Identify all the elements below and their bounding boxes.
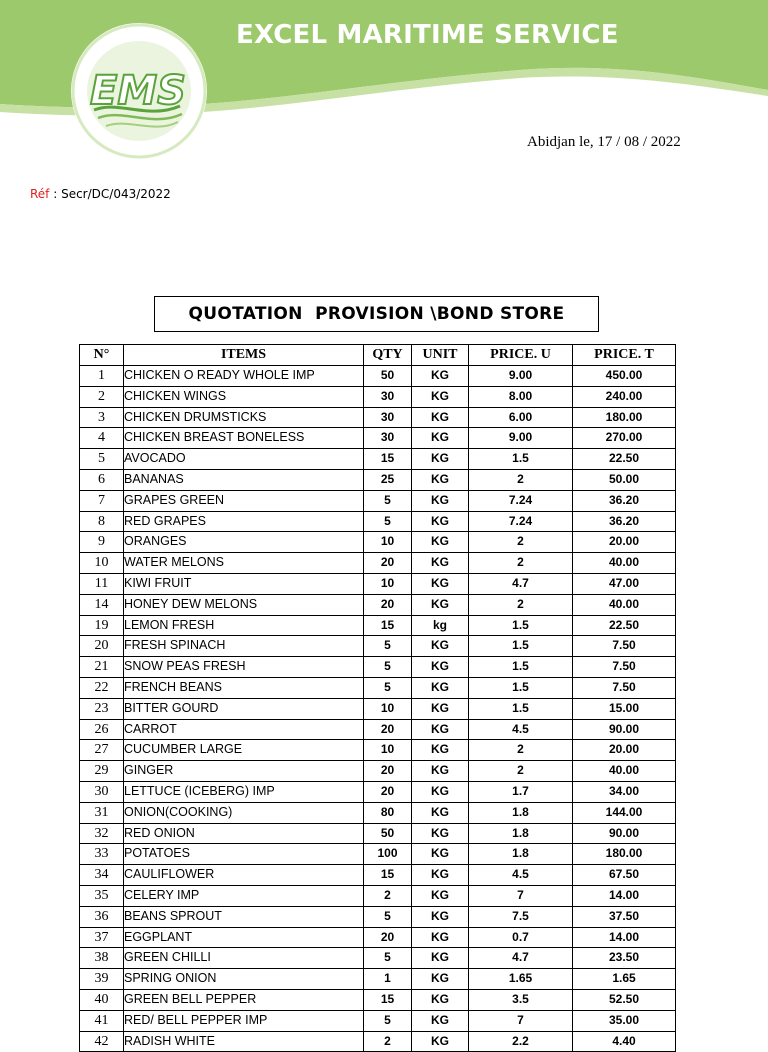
cell-number: 41: [80, 1010, 124, 1031]
quotation-table: [79, 344, 676, 1052]
cell-qty: 10: [364, 698, 412, 719]
cell-qty: 15: [364, 865, 412, 886]
table-row: [80, 677, 676, 698]
cell-unit-price: 4.5: [469, 719, 573, 740]
cell-number: 5: [80, 449, 124, 470]
cell-unit: KG: [412, 802, 469, 823]
table-row: [80, 469, 676, 490]
table-row: [80, 449, 676, 470]
cell-unit: KG: [412, 719, 469, 740]
cell-item: CHICKEN WINGS: [124, 386, 364, 407]
cell-unit-price: 1.5: [469, 677, 573, 698]
table-row: [80, 386, 676, 407]
table-row: [80, 490, 676, 511]
cell-total-price: 20.00: [573, 532, 676, 553]
table-row: [80, 885, 676, 906]
cell-total-price: 90.00: [573, 719, 676, 740]
cell-unit-price: 1.5: [469, 449, 573, 470]
document-title: QUOTATION PROVISION \BOND STORE: [188, 304, 565, 324]
cell-unit: KG: [412, 698, 469, 719]
cell-qty: 2: [364, 885, 412, 906]
cell-item: CELERY IMP: [124, 885, 364, 906]
cell-item: CHICKEN BREAST BONELESS: [124, 428, 364, 449]
cell-item: LEMON FRESH: [124, 615, 364, 636]
cell-number: 30: [80, 781, 124, 802]
cell-unit: KG: [412, 657, 469, 678]
table-row: [80, 615, 676, 636]
table-row: [80, 823, 676, 844]
cell-qty: 5: [364, 490, 412, 511]
cell-unit: KG: [412, 761, 469, 782]
reference-line: [30, 187, 171, 201]
cell-item: EGGPLANT: [124, 927, 364, 948]
cell-total-price: 7.50: [573, 636, 676, 657]
cell-number: 1: [80, 366, 124, 387]
cell-number: 2: [80, 386, 124, 407]
cell-qty: 30: [364, 428, 412, 449]
cell-unit-price: 2: [469, 532, 573, 553]
cell-number: 26: [80, 719, 124, 740]
cell-number: 21: [80, 657, 124, 678]
cell-unit: KG: [412, 594, 469, 615]
cell-unit-price: 1.8: [469, 823, 573, 844]
cell-qty: 5: [364, 677, 412, 698]
cell-unit: KG: [412, 553, 469, 574]
cell-unit: KG: [412, 511, 469, 532]
cell-unit: KG: [412, 969, 469, 990]
cell-unit: KG: [412, 366, 469, 387]
cell-unit-price: 4.7: [469, 948, 573, 969]
cell-item: BANANAS: [124, 469, 364, 490]
table-row: [80, 366, 676, 387]
cell-number: 20: [80, 636, 124, 657]
table-row: [80, 636, 676, 657]
cell-unit-price: 1.5: [469, 636, 573, 657]
cell-number: 33: [80, 844, 124, 865]
cell-unit: KG: [412, 490, 469, 511]
cell-item: CHICKEN O READY WHOLE IMP: [124, 366, 364, 387]
cell-unit: KG: [412, 906, 469, 927]
cell-item: RED/ BELL PEPPER IMP: [124, 1010, 364, 1031]
cell-number: 40: [80, 989, 124, 1010]
cell-total-price: 22.50: [573, 449, 676, 470]
table-row: [80, 511, 676, 532]
cell-item: RED GRAPES: [124, 511, 364, 532]
date-line: Abidjan le, 17 / 08 / 2022: [527, 134, 681, 150]
table-row: [80, 698, 676, 719]
cell-item: POTATOES: [124, 844, 364, 865]
table-row: [80, 657, 676, 678]
cell-total-price: 34.00: [573, 781, 676, 802]
cell-item: WATER MELONS: [124, 553, 364, 574]
cell-qty: 20: [364, 927, 412, 948]
cell-number: 37: [80, 927, 124, 948]
cell-unit: KG: [412, 469, 469, 490]
table-row: [80, 532, 676, 553]
cell-total-price: 50.00: [573, 469, 676, 490]
cell-number: 27: [80, 740, 124, 761]
cell-total-price: 4.40: [573, 1031, 676, 1052]
cell-total-price: 40.00: [573, 594, 676, 615]
table-row: [80, 948, 676, 969]
table-row: [80, 906, 676, 927]
column-header-items: ITEMS: [124, 345, 364, 366]
cell-unit: KG: [412, 532, 469, 553]
cell-item: RADISH WHITE: [124, 1031, 364, 1052]
cell-qty: 5: [364, 657, 412, 678]
cell-unit-price: 1.8: [469, 802, 573, 823]
cell-qty: 10: [364, 740, 412, 761]
cell-item: SNOW PEAS FRESH: [124, 657, 364, 678]
cell-number: 32: [80, 823, 124, 844]
company-logo: [68, 22, 210, 160]
cell-total-price: 40.00: [573, 761, 676, 782]
cell-unit-price: 1.5: [469, 615, 573, 636]
column-header-number: N°: [80, 345, 124, 366]
cell-unit: KG: [412, 740, 469, 761]
cell-unit-price: 1.5: [469, 657, 573, 678]
cell-unit-price: 0.7: [469, 927, 573, 948]
cell-number: 39: [80, 969, 124, 990]
cell-total-price: 90.00: [573, 823, 676, 844]
cell-unit: KG: [412, 677, 469, 698]
cell-total-price: 7.50: [573, 657, 676, 678]
table-row: [80, 865, 676, 886]
cell-number: 8: [80, 511, 124, 532]
table-row: [80, 969, 676, 990]
cell-total-price: 14.00: [573, 927, 676, 948]
cell-unit-price: 7.24: [469, 490, 573, 511]
cell-item: FRENCH BEANS: [124, 677, 364, 698]
table-row: [80, 1010, 676, 1031]
cell-qty: 20: [364, 761, 412, 782]
table-row: [80, 553, 676, 574]
table-row: [80, 573, 676, 594]
cell-total-price: 35.00: [573, 1010, 676, 1031]
cell-total-price: 450.00: [573, 366, 676, 387]
cell-number: 3: [80, 407, 124, 428]
cell-number: 23: [80, 698, 124, 719]
cell-qty: 5: [364, 1010, 412, 1031]
cell-unit-price: 9.00: [469, 366, 573, 387]
cell-item: CHICKEN DRUMSTICKS: [124, 407, 364, 428]
cell-item: BITTER GOURD: [124, 698, 364, 719]
cell-item: GRAPES GREEN: [124, 490, 364, 511]
cell-qty: 15: [364, 989, 412, 1010]
cell-number: 29: [80, 761, 124, 782]
cell-qty: 20: [364, 719, 412, 740]
cell-total-price: 180.00: [573, 844, 676, 865]
cell-qty: 50: [364, 366, 412, 387]
cell-qty: 20: [364, 594, 412, 615]
cell-unit: KG: [412, 844, 469, 865]
cell-total-price: 22.50: [573, 615, 676, 636]
cell-total-price: 14.00: [573, 885, 676, 906]
cell-total-price: 15.00: [573, 698, 676, 719]
cell-unit-price: 1.7: [469, 781, 573, 802]
cell-item: HONEY DEW MELONS: [124, 594, 364, 615]
cell-item: FRESH SPINACH: [124, 636, 364, 657]
cell-number: 35: [80, 885, 124, 906]
cell-item: KIWI FRUIT: [124, 573, 364, 594]
cell-total-price: 67.50: [573, 865, 676, 886]
cell-unit-price: 2.2: [469, 1031, 573, 1052]
column-header-total-price: PRICE. T: [573, 345, 676, 366]
cell-item: SPRING ONION: [124, 969, 364, 990]
table-row: [80, 781, 676, 802]
cell-unit: KG: [412, 948, 469, 969]
table-row: [80, 761, 676, 782]
cell-qty: 10: [364, 573, 412, 594]
cell-unit-price: 4.7: [469, 573, 573, 594]
cell-unit: KG: [412, 823, 469, 844]
cell-number: 42: [80, 1031, 124, 1052]
cell-unit: KG: [412, 386, 469, 407]
cell-item: AVOCADO: [124, 449, 364, 470]
cell-item: GINGER: [124, 761, 364, 782]
cell-number: 31: [80, 802, 124, 823]
cell-number: 4: [80, 428, 124, 449]
cell-qty: 15: [364, 615, 412, 636]
cell-qty: 10: [364, 532, 412, 553]
cell-qty: 1: [364, 969, 412, 990]
cell-number: 7: [80, 490, 124, 511]
cell-qty: 5: [364, 906, 412, 927]
cell-unit-price: 1.5: [469, 698, 573, 719]
cell-unit-price: 7: [469, 885, 573, 906]
cell-item: ORANGES: [124, 532, 364, 553]
cell-unit-price: 2: [469, 469, 573, 490]
cell-item: BEANS SPROUT: [124, 906, 364, 927]
cell-total-price: 1.65: [573, 969, 676, 990]
cell-qty: 20: [364, 553, 412, 574]
cell-unit: KG: [412, 407, 469, 428]
table-row: [80, 927, 676, 948]
cell-number: 9: [80, 532, 124, 553]
reference-label: Réf: [30, 187, 50, 201]
cell-unit: KG: [412, 636, 469, 657]
cell-qty: 30: [364, 386, 412, 407]
column-header-qty: QTY: [364, 345, 412, 366]
column-header-unit-price: PRICE. U: [469, 345, 573, 366]
cell-unit-price: 7.24: [469, 511, 573, 532]
cell-unit-price: 6.00: [469, 407, 573, 428]
cell-total-price: 37.50: [573, 906, 676, 927]
cell-item: LETTUCE (ICEBERG) IMP: [124, 781, 364, 802]
cell-qty: 5: [364, 948, 412, 969]
cell-total-price: 20.00: [573, 740, 676, 761]
cell-unit-price: 7: [469, 1010, 573, 1031]
cell-unit-price: 4.5: [469, 865, 573, 886]
cell-unit: KG: [412, 573, 469, 594]
cell-qty: 20: [364, 781, 412, 802]
reference-value: : Secr/DC/043/2022: [49, 187, 171, 201]
cell-item: CAULIFLOWER: [124, 865, 364, 886]
cell-total-price: 270.00: [573, 428, 676, 449]
cell-total-price: 47.00: [573, 573, 676, 594]
cell-item: GREEN BELL PEPPER: [124, 989, 364, 1010]
cell-qty: 25: [364, 469, 412, 490]
cell-unit-price: 1.8: [469, 844, 573, 865]
table-row: [80, 407, 676, 428]
cell-unit-price: 2: [469, 553, 573, 574]
cell-total-price: 240.00: [573, 386, 676, 407]
cell-unit: KG: [412, 1031, 469, 1052]
cell-unit-price: 1.65: [469, 969, 573, 990]
cell-total-price: 144.00: [573, 802, 676, 823]
cell-unit: KG: [412, 1010, 469, 1031]
cell-number: 22: [80, 677, 124, 698]
table-header-row: [80, 345, 676, 366]
cell-qty: 80: [364, 802, 412, 823]
cell-unit-price: 2: [469, 594, 573, 615]
logo-lettering: EMS: [90, 68, 186, 114]
cell-unit: KG: [412, 865, 469, 886]
cell-total-price: 40.00: [573, 553, 676, 574]
table-row: [80, 1031, 676, 1052]
cell-number: 11: [80, 573, 124, 594]
cell-qty: 50: [364, 823, 412, 844]
cell-total-price: 23.50: [573, 948, 676, 969]
table-row: [80, 989, 676, 1010]
cell-unit-price: 2: [469, 761, 573, 782]
cell-item: GREEN CHILLI: [124, 948, 364, 969]
cell-number: 36: [80, 906, 124, 927]
cell-unit-price: 3.5: [469, 989, 573, 1010]
cell-qty: 30: [364, 407, 412, 428]
cell-item: CARROT: [124, 719, 364, 740]
cell-number: 6: [80, 469, 124, 490]
cell-number: 14: [80, 594, 124, 615]
table-row: [80, 594, 676, 615]
table-row: [80, 844, 676, 865]
cell-unit: KG: [412, 885, 469, 906]
cell-unit: KG: [412, 428, 469, 449]
cell-number: 19: [80, 615, 124, 636]
cell-unit-price: 9.00: [469, 428, 573, 449]
table-row: [80, 719, 676, 740]
column-header-unit: UNIT: [412, 345, 469, 366]
cell-number: 38: [80, 948, 124, 969]
company-name: EXCEL MARITIME SERVICE: [236, 20, 619, 50]
cell-unit: kg: [412, 615, 469, 636]
table-row: [80, 428, 676, 449]
cell-unit: KG: [412, 927, 469, 948]
cell-item: CUCUMBER LARGE: [124, 740, 364, 761]
cell-item: RED ONION: [124, 823, 364, 844]
table-row: [80, 740, 676, 761]
cell-qty: 5: [364, 511, 412, 532]
table-body: [80, 366, 676, 1052]
cell-total-price: 52.50: [573, 989, 676, 1010]
cell-item: ONION(COOKING): [124, 802, 364, 823]
cell-qty: 100: [364, 844, 412, 865]
table-row: [80, 802, 676, 823]
cell-qty: 15: [364, 449, 412, 470]
cell-unit: KG: [412, 781, 469, 802]
cell-unit: KG: [412, 449, 469, 470]
cell-qty: 5: [364, 636, 412, 657]
document-title-box: [154, 296, 599, 332]
cell-number: 10: [80, 553, 124, 574]
cell-total-price: 36.20: [573, 490, 676, 511]
cell-unit-price: 8.00: [469, 386, 573, 407]
cell-unit-price: 2: [469, 740, 573, 761]
cell-number: 34: [80, 865, 124, 886]
cell-total-price: 7.50: [573, 677, 676, 698]
cell-unit: KG: [412, 989, 469, 1010]
cell-total-price: 180.00: [573, 407, 676, 428]
cell-unit-price: 7.5: [469, 906, 573, 927]
cell-total-price: 36.20: [573, 511, 676, 532]
cell-qty: 2: [364, 1031, 412, 1052]
